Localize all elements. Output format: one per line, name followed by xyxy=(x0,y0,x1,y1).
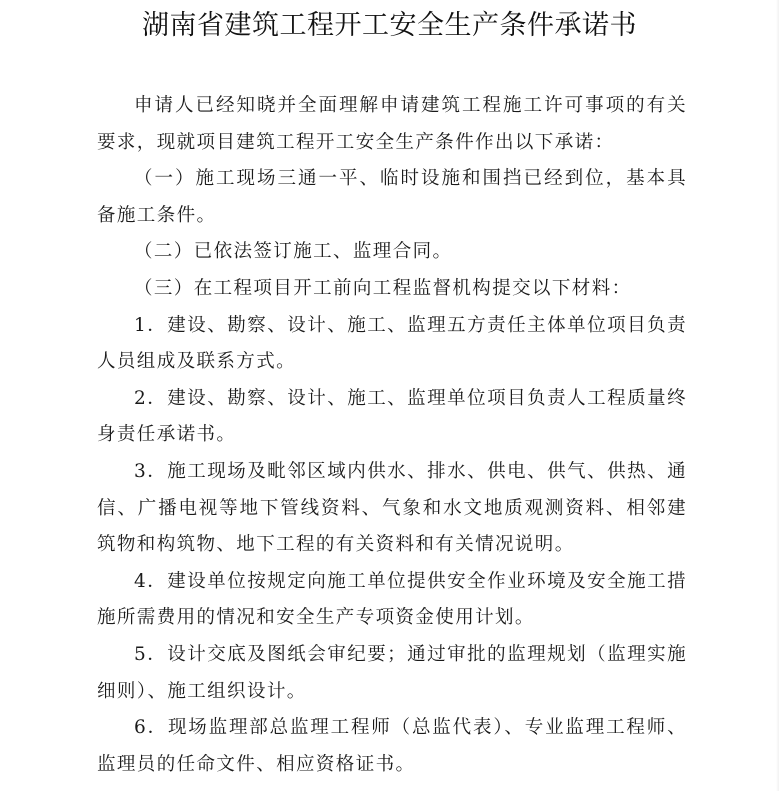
material-item-4: 4．建设单位按规定向施工单位提供安全作业环境及安全施工措施所需费用的情况和安全生产专项资金使用计划。 xyxy=(97,570,687,629)
commitment-item-2: （二）已依法签订施工、监理合同。 xyxy=(134,241,453,263)
material-item-3: 3．施工现场及毗邻区域内供水、排水、供电、供气、供热、通信、广播电视等地下管线资料、气象和水文地质观测资料、相邻建筑物和构筑物、地下工程的有关资料和有关情况说明。 xyxy=(97,460,687,556)
material-item-1: 1．建设、勘察、设计、施工、监理五方责任主体单位项目负责人员组成及联系方式。 xyxy=(97,314,687,373)
material-item-5: 5．设计交底及图纸会审纪要；通过审批的监理规划（监理实施细则）、施工组织设计。 xyxy=(97,643,687,702)
commitment-item-1: （一）施工现场三通一平、临时设施和围挡已经到位，基本具备施工条件。 xyxy=(97,168,687,226)
document-body xyxy=(97,88,687,783)
commitment-item-3: （三）在工程项目开工前向工程监督机构提交以下材料： xyxy=(134,277,632,299)
material-item-2: 2．建设、勘察、设计、施工、监理单位项目负责人工程质量终身责任承诺书。 xyxy=(97,387,687,446)
material-item-6: 6．现场监理部总监理工程师（总监代表）、专业监理工程师、监理员的任命文件、相应资格证书。 xyxy=(97,717,687,775)
document-title: 湖南省建筑工程开工安全生产条件承诺书 xyxy=(142,10,637,41)
intro-paragraph: 申请人已经知晓并全面理解申请建筑工程施工许可事项的有关要求，现就项目建筑工程开工安全生产条件作出以下承诺： xyxy=(97,95,687,153)
